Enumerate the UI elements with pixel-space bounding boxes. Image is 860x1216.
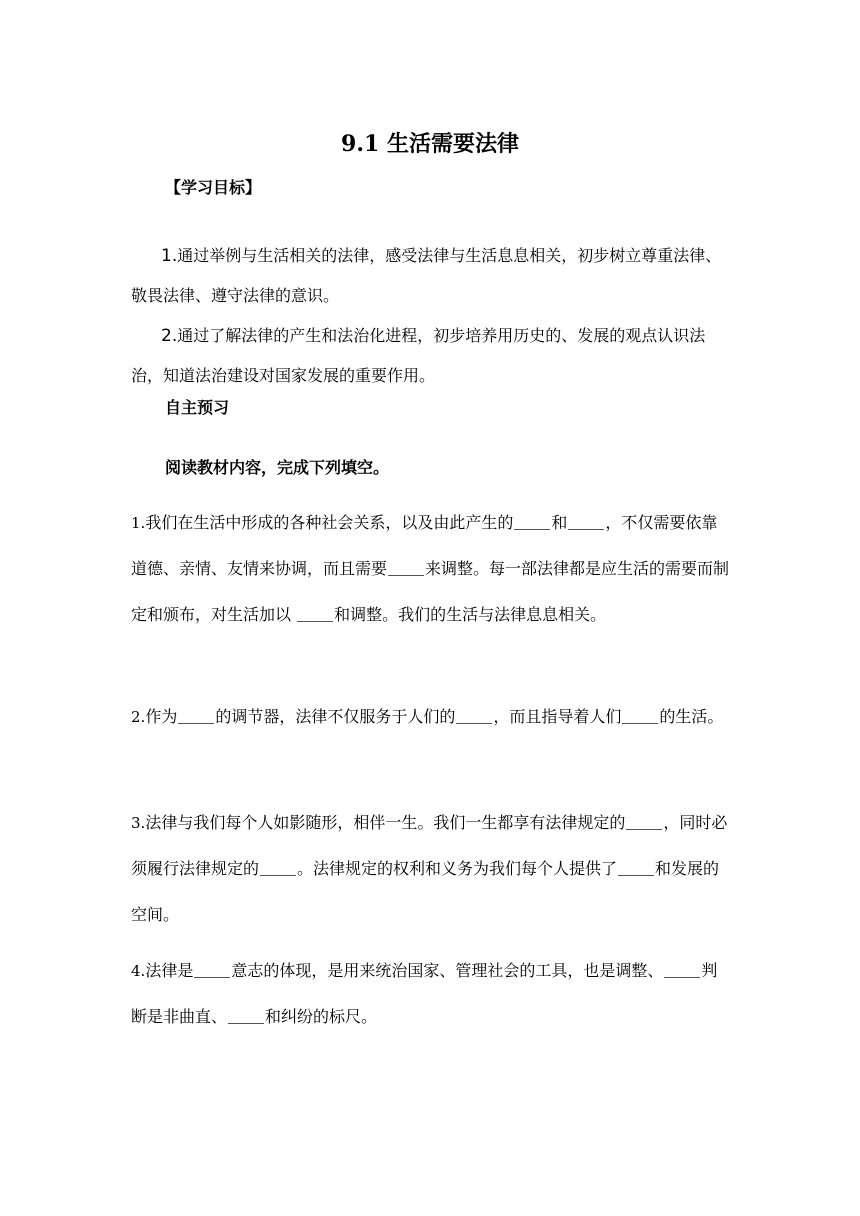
question-text: 的调节器，法律不仅服务于人们的 xyxy=(215,707,456,726)
question-number: 1. xyxy=(131,514,146,532)
question-number: 2. xyxy=(131,708,146,726)
question-number: 3. xyxy=(131,814,146,832)
page-title: 9.1 生活需要法律 xyxy=(341,131,519,157)
fill-blank[interactable] xyxy=(514,511,550,530)
fill-blank[interactable] xyxy=(626,811,662,830)
preview-instruction: 阅读教材内容，完成下列填空。 xyxy=(165,458,390,477)
preview-heading: 自主预习 xyxy=(165,398,230,417)
fill-blank[interactable] xyxy=(194,959,230,978)
question-text: 判断是非曲直、 xyxy=(131,961,718,1026)
question-text: ，不仅需要依靠道德、亲情、友情来协调，而且需要 xyxy=(131,513,718,578)
question-item xyxy=(131,948,731,1040)
question-text: 。法律规定的权利和义务为我们每个人提供了 xyxy=(297,859,618,878)
fill-blank[interactable] xyxy=(388,557,424,576)
fill-blank[interactable] xyxy=(456,705,492,724)
question-item xyxy=(131,800,731,938)
objective-text: 通过了解法律的产生和法治化进程，初步培养用历史的、发展的观点认识法治，知道法治建设对国家发展的重要作用。 xyxy=(131,326,706,385)
question-text: 意志的体现，是用来统治国家、管理社会的工具，也是调整、 xyxy=(231,961,664,980)
objectives-heading: 【学习目标】 xyxy=(165,178,262,197)
question-text: 和纠纷的标尺。 xyxy=(265,1007,378,1026)
fill-blank[interactable] xyxy=(178,705,214,724)
objective-number: 2. xyxy=(161,326,178,346)
question-text: 和调整。我们的生活与法律息息相关。 xyxy=(334,605,607,624)
question-item xyxy=(131,694,731,740)
fill-blank[interactable] xyxy=(568,511,604,530)
question-text: 来调整。每一部法律都是应生活的需要而制定和颁布，对生活加以 xyxy=(131,559,730,624)
question-text: 法律与我们每个人如影随形，相伴一生。我们一生都享有法律规定的 xyxy=(145,813,626,832)
objective-item xyxy=(131,316,731,396)
question-text: 我们在生活中形成的各种社会关系，以及由此产生的 xyxy=(145,513,514,532)
fill-blank[interactable] xyxy=(664,959,700,978)
fill-blank[interactable] xyxy=(618,857,654,876)
question-text: 的生活。 xyxy=(659,707,724,726)
fill-blank[interactable] xyxy=(228,1005,264,1024)
question-number: 4. xyxy=(131,962,146,980)
question-item xyxy=(131,500,731,638)
question-text: 作为 xyxy=(145,707,178,726)
fill-blank[interactable] xyxy=(297,603,333,622)
objective-item xyxy=(131,236,731,316)
question-text: ，同时必须履行法律规定的 xyxy=(131,813,728,878)
question-text: ，而且指导着人们 xyxy=(493,707,622,726)
question-text: 和 xyxy=(551,513,568,532)
question-text: 法律是 xyxy=(145,961,194,980)
fill-blank[interactable] xyxy=(622,705,658,724)
objective-text: 通过举例与生活相关的法律，感受法律与生活息息相关，初步树立尊重法律、敬畏法律、遵守法律的意识。 xyxy=(131,246,722,305)
objective-number: 1. xyxy=(161,246,178,266)
question-text: 和发展的空间。 xyxy=(131,859,720,924)
fill-blank[interactable] xyxy=(260,857,296,876)
